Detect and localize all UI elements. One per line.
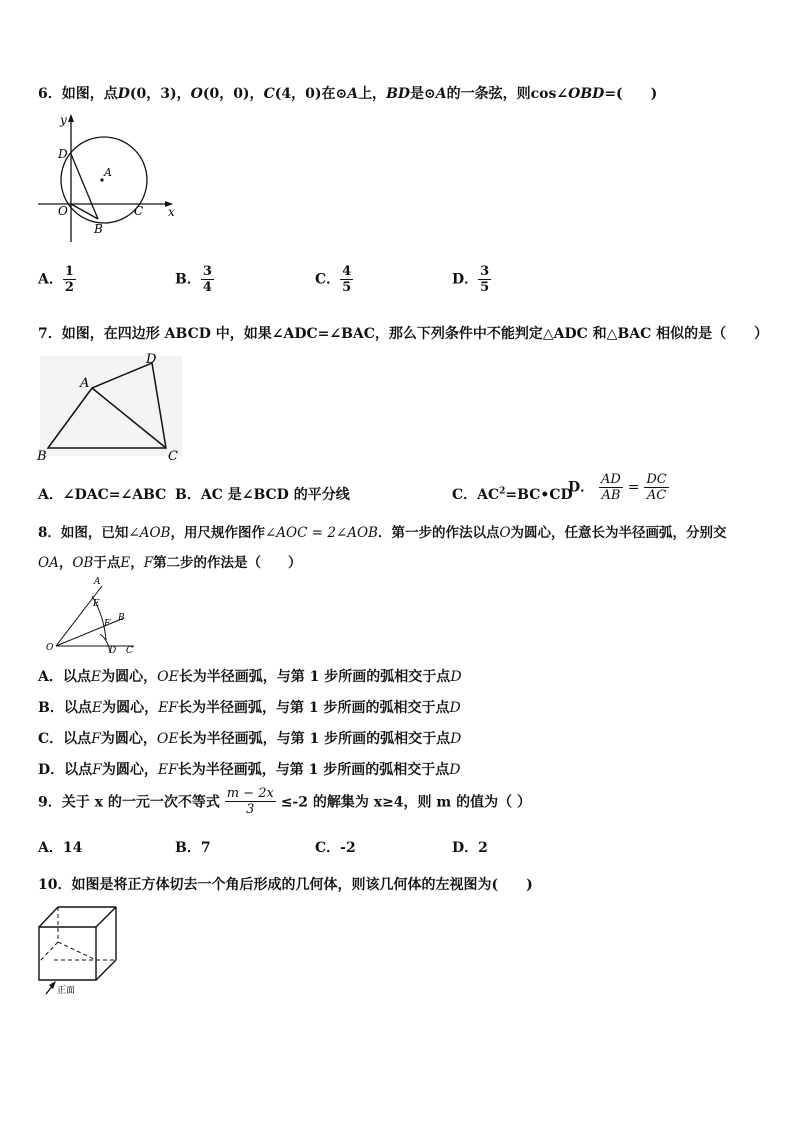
edge-bottom-right xyxy=(96,960,116,980)
q6-option-c[interactable]: C． $\frac{4}{5}$ xyxy=(315,264,352,295)
front-label: 正面 xyxy=(57,986,76,996)
edge-top-right xyxy=(96,907,116,927)
q6-stem: 6．如图，点D(0，3)，O(0，0)，C(4，0)在⊙A上，BD是⊙A的一条弦，则cos∠OBD=( ) xyxy=(38,86,658,102)
label-a: A xyxy=(104,166,112,179)
q8-option-b[interactable]: B．以点E为圆心，EF长为半径画弧，与第 1 步所画的弧相交于点D xyxy=(38,700,461,716)
label-c: C xyxy=(126,646,133,656)
q7-stem: 7．如图，在四边形 ABCD 中，如果∠ADC=∠BAC，那么下列条件中不能判定△ADC 和△BAC 相似的是（ ） xyxy=(38,326,769,342)
hidden-edge-2 xyxy=(39,942,58,962)
figure-background xyxy=(40,356,182,456)
q10-stem: 10．如图是将正方体切去一个角后形成的几何体，则该几何体的左视图为( ) xyxy=(38,877,533,893)
label-f: F xyxy=(104,619,111,629)
q9-option-d[interactable]: D．2 xyxy=(452,840,488,856)
q7-option-d[interactable]: D． $\frac{AD}{AB}$ = $\frac{DC}{AC}$ xyxy=(568,472,667,503)
q8-stem-line1: 8．如图，已知∠AOB，用尺规作图作∠AOC = 2∠AOB．第一步的作法以点O为圆心，任意长为半径画弧，分别交 xyxy=(38,525,727,541)
q9-option-b[interactable]: B．7 xyxy=(175,840,211,856)
label-a: A xyxy=(80,376,90,391)
q7-figure xyxy=(36,350,186,465)
q7-option-c[interactable]: C．$AC^2=BC•CD$ xyxy=(452,486,573,503)
q10-figure xyxy=(34,902,124,997)
q6-option-a[interactable]: A． $\frac{1}{2}$ xyxy=(38,264,74,295)
q9-stem: 9．关于 x 的一元一次不等式 $\frac{m - 2x}{3}$ ≤-2 的解集为 x≥4，则 m 的值为（ ） xyxy=(38,786,531,817)
label-c: C xyxy=(168,449,178,464)
label-o: O xyxy=(46,643,54,653)
label-y: y xyxy=(60,113,67,127)
edge-top-left xyxy=(39,907,58,927)
label-b: B xyxy=(37,449,47,464)
label-b: B xyxy=(94,222,103,236)
label-o: O xyxy=(58,204,68,218)
q9-option-c[interactable]: C．-2 xyxy=(315,840,356,856)
label-x: x xyxy=(168,205,175,219)
q8-option-c[interactable]: C．以点F为圆心，OE长为半径画弧，与第 1 步所画的弧相交于点D xyxy=(38,731,462,747)
label-e: E xyxy=(93,599,100,609)
label-d: D xyxy=(58,147,68,161)
q8-figure xyxy=(36,574,146,659)
front-arrow-head xyxy=(49,981,56,989)
q6-option-b[interactable]: B． $\frac{3}{4}$ xyxy=(175,264,212,295)
label-a: A xyxy=(94,577,101,587)
hidden-edge-3 xyxy=(58,942,96,960)
q9-option-a[interactable]: A．14 xyxy=(38,840,83,856)
q8-option-d[interactable]: D．以点F为圆心，EF长为半径画弧，与第 1 步所画的弧相交于点D xyxy=(38,762,461,778)
label-c: C xyxy=(134,204,144,218)
chord-db xyxy=(71,154,98,219)
q6-option-d[interactable]: D． $\frac{3}{5}$ xyxy=(452,264,490,295)
q6-figure xyxy=(36,112,186,247)
q8-option-a[interactable]: A．以点E为圆心，OE长为半径画弧，与第 1 步所画的弧相交于点D xyxy=(38,669,462,685)
q7-option-a[interactable]: A．∠DAC=∠ABC xyxy=(38,487,167,503)
y-axis-arrow xyxy=(68,114,74,122)
label-d: D xyxy=(109,646,117,656)
q7-option-b[interactable]: B．AC 是∠BCD 的平分线 xyxy=(175,487,350,503)
label-b: B xyxy=(118,613,125,623)
q8-stem-line2: OA，OB于点E，F第二步的作法是（ ） xyxy=(38,555,302,571)
label-d: D xyxy=(146,352,157,367)
